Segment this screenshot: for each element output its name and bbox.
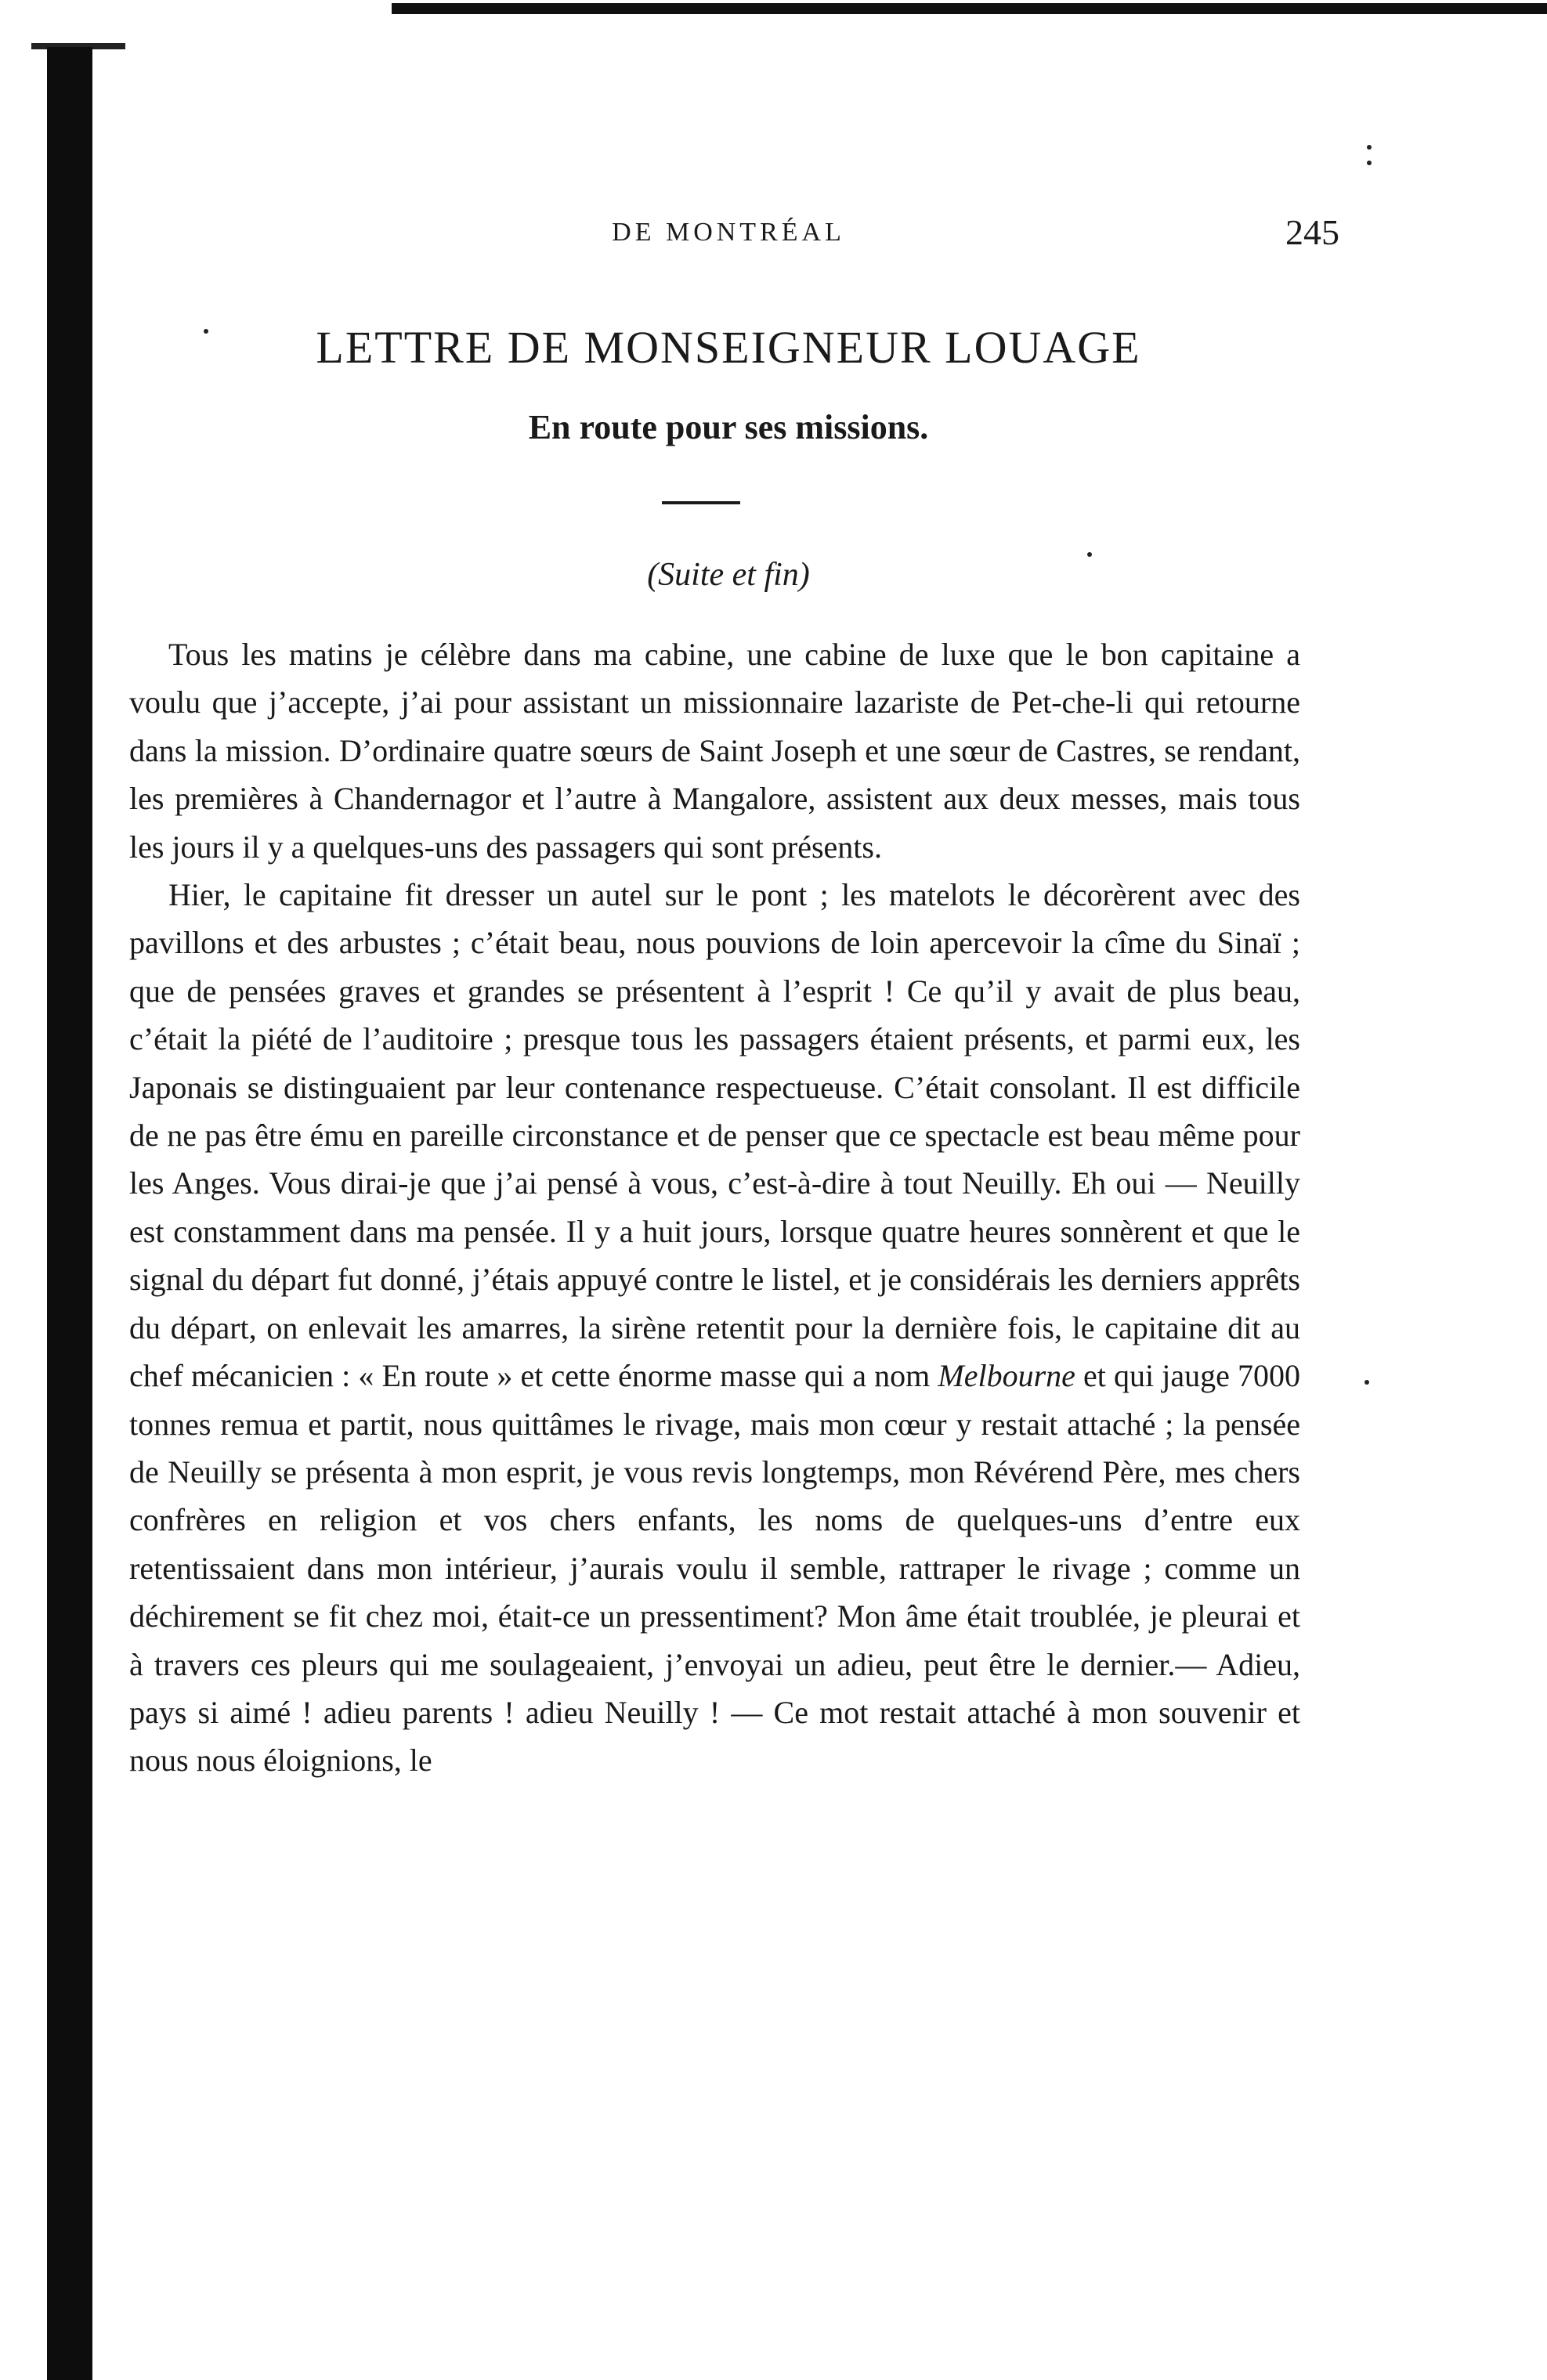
scan-speck — [1364, 1380, 1369, 1385]
article-subtitle: En route pour ses missions. — [528, 408, 929, 446]
running-title: DE MONTRÉAL — [612, 218, 845, 247]
scan-top-rule — [392, 3, 1547, 14]
article-body — [129, 630, 1300, 1785]
paragraph-1: Tous les matins je célèbre dans ma cabine, une cabine de luxe que le bon capitaine a voulu que j’accepte, j’ai pour assistant un missionnaire lazariste de Pet-che-li qui retourne dans la mission. D’ordinaire quatre sœurs de Saint Joseph et une sœur de Castres, se rendant, les premières à Chandernagor et l’autre à Mangalore, assistent aux deux messes, mais tous les jours il y a quelques-uns des passagers qui sont présents. — [129, 637, 1300, 865]
scan-left-edge — [47, 47, 92, 2380]
page-number: 245 — [1285, 212, 1339, 252]
paragraph-2-text-before: Hier, le capitaine fit dresser un autel sur le pont ; les matelots le décorèrent avec des pavillons et des arbustes ; c’était beau, nous pouvions de loin apercevoir la cîme du Sinaï ; que de pensées graves et grandes se présentent à l’esprit ! Ce qu’il y avait de plus beau, c’était la piété de l’auditoire ; presque tous les passagers étaient présents, et parmi eux, les Japonais se distinguaient par leur contenance respectueuse. C’était consolant. Il est difficile de ne pas être ému en pareille circonstance et de penser que ce spectacle est beau même pour les Anges. Vous dirai-je que j’ai pensé à vous, c’est-à-dire à tout Neuilly. Eh oui — Neuilly est constamment dans ma pensée. Il y a huit jours, lorsque quatre heures sonnèrent et que le signal du départ fut donné, j’étais appuyé contre le listel, et je considérais les derniers apprêts du départ, on enlevait les amarres, la sirène retentit pour la dernière fois, le capitaine dit au chef mécanicien : « En route » et cette énorme masse qui a nom — [129, 877, 1300, 1394]
title-divider — [662, 501, 740, 504]
ship-name: Melbourne — [938, 1358, 1075, 1394]
paragraph-2-text-after: et qui jauge 7000 tonnes remua et partit, nous quittâmes le rivage, mais mon cœur y restait attaché ; la pensée de Neuilly se présenta à mon esprit, je vous revis longtemps, mon Révérend Père, mes chers confrères en religion et vos chers enfants, les noms de quelques-uns d’entre eux retentissaient dans mon intérieur, j’aurais voulu il semble, rattraper le rivage ; comme un déchirement se fit chez moi, était-ce un pressentiment? Mon âme était troublée, je pleurai et à travers ces pleurs qui me soulageaient, j’envoyai un adieu, peut être le dernier.— Adieu, pays si aimé ! adieu parents ! adieu Neuilly ! — Ce mot restait attaché à mon souvenir et nous nous éloignions, le — [129, 1358, 1301, 1779]
continuation-note: (Suite et fin) — [647, 557, 810, 593]
scan-speck — [1367, 161, 1372, 165]
article-title: LETTRE DE MONSEIGNEUR LOUAGE — [316, 322, 1141, 373]
running-head — [117, 212, 1339, 265]
scan-speck — [1367, 145, 1372, 150]
paragraph-2 — [129, 871, 1300, 1785]
